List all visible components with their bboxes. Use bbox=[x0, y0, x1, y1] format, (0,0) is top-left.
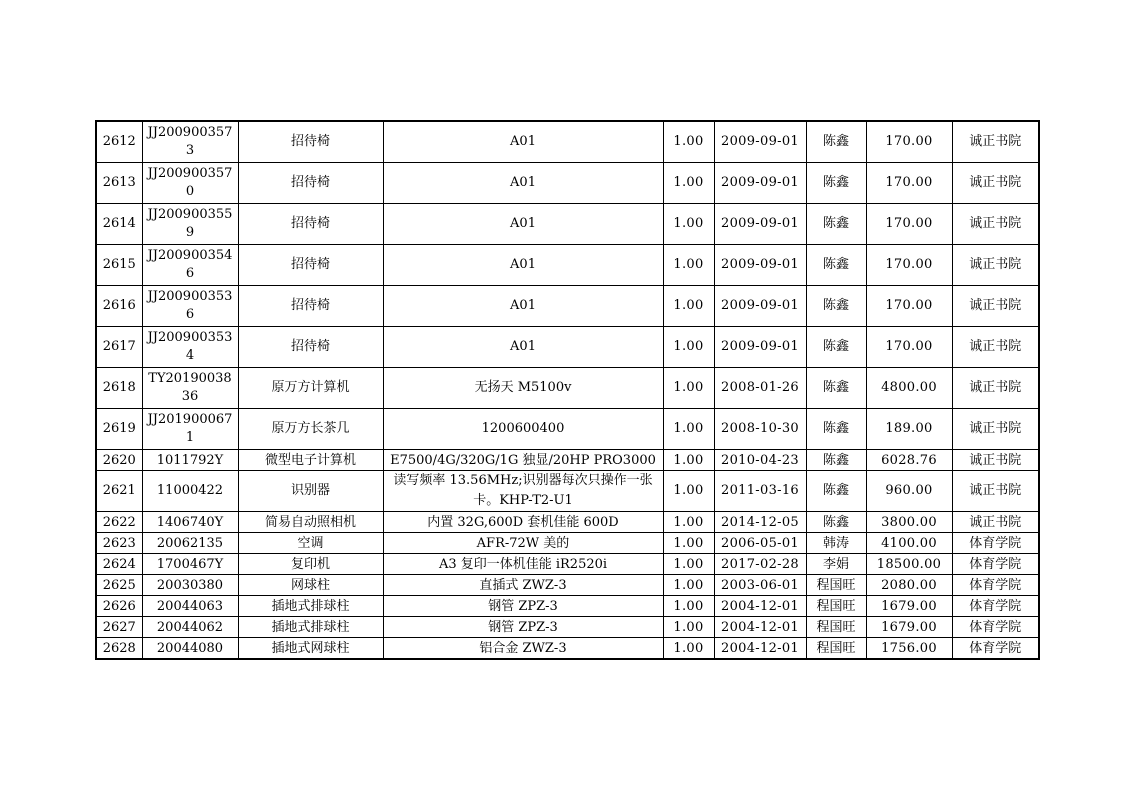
department-cell: 诚正书院 bbox=[952, 163, 1039, 204]
purchase-date-cell: 2011-03-16 bbox=[714, 471, 806, 512]
custodian-cell: 陈鑫 bbox=[806, 409, 866, 450]
custodian-cell: 陈鑫 bbox=[806, 368, 866, 409]
seq-cell: 2612 bbox=[96, 121, 142, 163]
asset-code-cell: 11000422 bbox=[142, 471, 238, 512]
asset-name-cell: 插地式排球柱 bbox=[238, 617, 383, 638]
purchase-date-cell: 2017-02-28 bbox=[714, 554, 806, 575]
quantity-cell: 1.00 bbox=[663, 471, 714, 512]
custodian-cell: 陈鑫 bbox=[806, 245, 866, 286]
purchase-date-cell: 2004-12-01 bbox=[714, 617, 806, 638]
department-cell: 诚正书院 bbox=[952, 450, 1039, 471]
purchase-date-cell: 2009-09-01 bbox=[714, 286, 806, 327]
table-row bbox=[96, 471, 1039, 512]
department-cell: 诚正书院 bbox=[952, 471, 1039, 512]
seq-cell: 2620 bbox=[96, 450, 142, 471]
purchase-date-cell: 2008-01-26 bbox=[714, 368, 806, 409]
department-cell: 诚正书院 bbox=[952, 245, 1039, 286]
asset-code-cell: 20062135 bbox=[142, 533, 238, 554]
purchase-date-cell: 2009-09-01 bbox=[714, 245, 806, 286]
asset-name-cell: 微型电子计算机 bbox=[238, 450, 383, 471]
price-cell: 170.00 bbox=[866, 121, 952, 163]
seq-cell: 2627 bbox=[96, 617, 142, 638]
price-cell: 170.00 bbox=[866, 204, 952, 245]
price-cell: 960.00 bbox=[866, 471, 952, 512]
seq-cell: 2622 bbox=[96, 512, 142, 533]
asset-name-cell: 识别器 bbox=[238, 471, 383, 512]
purchase-date-cell: 2003-06-01 bbox=[714, 575, 806, 596]
model-spec-cell: A01 bbox=[383, 121, 663, 163]
quantity-cell: 1.00 bbox=[663, 327, 714, 368]
purchase-date-cell: 2009-09-01 bbox=[714, 327, 806, 368]
table-row bbox=[96, 368, 1039, 409]
asset-code-cell: 20044062 bbox=[142, 617, 238, 638]
department-cell: 诚正书院 bbox=[952, 409, 1039, 450]
purchase-date-cell: 2010-04-23 bbox=[714, 450, 806, 471]
quantity-cell: 1.00 bbox=[663, 368, 714, 409]
department-cell: 体育学院 bbox=[952, 596, 1039, 617]
seq-cell: 2615 bbox=[96, 245, 142, 286]
model-spec-cell: A01 bbox=[383, 245, 663, 286]
quantity-cell: 1.00 bbox=[663, 512, 714, 533]
asset-name-cell: 招待椅 bbox=[238, 121, 383, 163]
quantity-cell: 1.00 bbox=[663, 638, 714, 660]
department-cell: 诚正书院 bbox=[952, 512, 1039, 533]
purchase-date-cell: 2004-12-01 bbox=[714, 596, 806, 617]
price-cell: 3800.00 bbox=[866, 512, 952, 533]
asset-name-cell: 招待椅 bbox=[238, 245, 383, 286]
department-cell: 体育学院 bbox=[952, 638, 1039, 660]
purchase-date-cell: 2009-09-01 bbox=[714, 163, 806, 204]
purchase-date-cell: 2008-10-30 bbox=[714, 409, 806, 450]
price-cell: 4800.00 bbox=[866, 368, 952, 409]
asset-code-cell: JJ2009003534 bbox=[142, 327, 238, 368]
asset-name-cell: 简易自动照相机 bbox=[238, 512, 383, 533]
department-cell: 体育学院 bbox=[952, 554, 1039, 575]
model-spec-cell: A01 bbox=[383, 204, 663, 245]
asset-code-cell: JJ2009003536 bbox=[142, 286, 238, 327]
price-cell: 6028.76 bbox=[866, 450, 952, 471]
table-row bbox=[96, 575, 1039, 596]
asset-name-cell: 复印机 bbox=[238, 554, 383, 575]
asset-code-cell: JJ2009003546 bbox=[142, 245, 238, 286]
asset-code-cell: JJ2009003570 bbox=[142, 163, 238, 204]
department-cell: 诚正书院 bbox=[952, 368, 1039, 409]
asset-name-cell: 招待椅 bbox=[238, 204, 383, 245]
price-cell: 4100.00 bbox=[866, 533, 952, 554]
quantity-cell: 1.00 bbox=[663, 204, 714, 245]
custodian-cell: 程国旺 bbox=[806, 638, 866, 660]
model-spec-cell: E7500/4G/320G/1G 独显/20HP PRO3000 bbox=[383, 450, 663, 471]
table-row bbox=[96, 204, 1039, 245]
department-cell: 诚正书院 bbox=[952, 204, 1039, 245]
model-spec-cell: 钢管 ZPZ-3 bbox=[383, 617, 663, 638]
asset-table-page bbox=[95, 120, 1040, 660]
table-row bbox=[96, 286, 1039, 327]
price-cell: 189.00 bbox=[866, 409, 952, 450]
asset-code-cell: JJ2019000671 bbox=[142, 409, 238, 450]
custodian-cell: 李娟 bbox=[806, 554, 866, 575]
price-cell: 170.00 bbox=[866, 245, 952, 286]
price-cell: 170.00 bbox=[866, 327, 952, 368]
seq-cell: 2628 bbox=[96, 638, 142, 660]
asset-name-cell: 插地式排球柱 bbox=[238, 596, 383, 617]
asset-name-cell: 插地式网球柱 bbox=[238, 638, 383, 660]
department-cell: 体育学院 bbox=[952, 575, 1039, 596]
department-cell: 诚正书院 bbox=[952, 121, 1039, 163]
asset-table-body bbox=[96, 121, 1039, 659]
quantity-cell: 1.00 bbox=[663, 533, 714, 554]
table-row bbox=[96, 533, 1039, 554]
seq-cell: 2625 bbox=[96, 575, 142, 596]
table-row bbox=[96, 121, 1039, 163]
asset-code-cell: 20044063 bbox=[142, 596, 238, 617]
custodian-cell: 陈鑫 bbox=[806, 327, 866, 368]
quantity-cell: 1.00 bbox=[663, 596, 714, 617]
table-row bbox=[96, 617, 1039, 638]
custodian-cell: 陈鑫 bbox=[806, 163, 866, 204]
model-spec-cell: 内置 32G,600D 套机佳能 600D bbox=[383, 512, 663, 533]
asset-name-cell: 招待椅 bbox=[238, 327, 383, 368]
custodian-cell: 陈鑫 bbox=[806, 121, 866, 163]
model-spec-cell: 无扬天 M5100v bbox=[383, 368, 663, 409]
purchase-date-cell: 2006-05-01 bbox=[714, 533, 806, 554]
department-cell: 体育学院 bbox=[952, 617, 1039, 638]
seq-cell: 2613 bbox=[96, 163, 142, 204]
model-spec-cell: A01 bbox=[383, 163, 663, 204]
quantity-cell: 1.00 bbox=[663, 121, 714, 163]
seq-cell: 2624 bbox=[96, 554, 142, 575]
asset-name-cell: 原万方长茶几 bbox=[238, 409, 383, 450]
price-cell: 2080.00 bbox=[866, 575, 952, 596]
table-row bbox=[96, 327, 1039, 368]
table-row bbox=[96, 638, 1039, 660]
asset-code-cell: 1700467Y bbox=[142, 554, 238, 575]
model-spec-cell: A01 bbox=[383, 327, 663, 368]
asset-name-cell: 原万方计算机 bbox=[238, 368, 383, 409]
department-cell: 诚正书院 bbox=[952, 286, 1039, 327]
purchase-date-cell: 2009-09-01 bbox=[714, 121, 806, 163]
model-spec-cell: A3 复印一体机佳能 iR2520i bbox=[383, 554, 663, 575]
seq-cell: 2618 bbox=[96, 368, 142, 409]
purchase-date-cell: 2009-09-01 bbox=[714, 204, 806, 245]
table-row bbox=[96, 163, 1039, 204]
price-cell: 1756.00 bbox=[866, 638, 952, 660]
asset-name-cell: 网球柱 bbox=[238, 575, 383, 596]
asset-code-cell: 1011792Y bbox=[142, 450, 238, 471]
seq-cell: 2617 bbox=[96, 327, 142, 368]
price-cell: 18500.00 bbox=[866, 554, 952, 575]
table-row bbox=[96, 245, 1039, 286]
custodian-cell: 程国旺 bbox=[806, 617, 866, 638]
quantity-cell: 1.00 bbox=[663, 554, 714, 575]
custodian-cell: 陈鑫 bbox=[806, 471, 866, 512]
custodian-cell: 程国旺 bbox=[806, 575, 866, 596]
quantity-cell: 1.00 bbox=[663, 575, 714, 596]
seq-cell: 2614 bbox=[96, 204, 142, 245]
model-spec-cell: 直插式 ZWZ-3 bbox=[383, 575, 663, 596]
table-row bbox=[96, 409, 1039, 450]
model-spec-cell: 读写频率 13.56MHz;识别器每次只操作一张卡。KHP-T2-U1 bbox=[383, 471, 663, 512]
quantity-cell: 1.00 bbox=[663, 450, 714, 471]
price-cell: 170.00 bbox=[866, 286, 952, 327]
seq-cell: 2626 bbox=[96, 596, 142, 617]
model-spec-cell: A01 bbox=[383, 286, 663, 327]
asset-table bbox=[95, 120, 1040, 660]
purchase-date-cell: 2014-12-05 bbox=[714, 512, 806, 533]
asset-code-cell: JJ2009003573 bbox=[142, 121, 238, 163]
quantity-cell: 1.00 bbox=[663, 409, 714, 450]
purchase-date-cell: 2004-12-01 bbox=[714, 638, 806, 660]
department-cell: 体育学院 bbox=[952, 533, 1039, 554]
table-row bbox=[96, 512, 1039, 533]
table-row bbox=[96, 450, 1039, 471]
asset-name-cell: 招待椅 bbox=[238, 286, 383, 327]
asset-name-cell: 招待椅 bbox=[238, 163, 383, 204]
price-cell: 1679.00 bbox=[866, 617, 952, 638]
seq-cell: 2623 bbox=[96, 533, 142, 554]
asset-name-cell: 空调 bbox=[238, 533, 383, 554]
model-spec-cell: 钢管 ZPZ-3 bbox=[383, 596, 663, 617]
asset-code-cell: TY2019003836 bbox=[142, 368, 238, 409]
model-spec-cell: 1200600400 bbox=[383, 409, 663, 450]
asset-code-cell: 1406740Y bbox=[142, 512, 238, 533]
seq-cell: 2619 bbox=[96, 409, 142, 450]
custodian-cell: 陈鑫 bbox=[806, 512, 866, 533]
quantity-cell: 1.00 bbox=[663, 163, 714, 204]
custodian-cell: 陈鑫 bbox=[806, 204, 866, 245]
department-cell: 诚正书院 bbox=[952, 327, 1039, 368]
price-cell: 1679.00 bbox=[866, 596, 952, 617]
seq-cell: 2621 bbox=[96, 471, 142, 512]
quantity-cell: 1.00 bbox=[663, 617, 714, 638]
quantity-cell: 1.00 bbox=[663, 286, 714, 327]
custodian-cell: 程国旺 bbox=[806, 596, 866, 617]
custodian-cell: 韩涛 bbox=[806, 533, 866, 554]
price-cell: 170.00 bbox=[866, 163, 952, 204]
seq-cell: 2616 bbox=[96, 286, 142, 327]
asset-code-cell: JJ2009003559 bbox=[142, 204, 238, 245]
quantity-cell: 1.00 bbox=[663, 245, 714, 286]
table-row bbox=[96, 554, 1039, 575]
asset-code-cell: 20030380 bbox=[142, 575, 238, 596]
model-spec-cell: 铝合金 ZWZ-3 bbox=[383, 638, 663, 660]
asset-code-cell: 20044080 bbox=[142, 638, 238, 660]
model-spec-cell: AFR-72W 美的 bbox=[383, 533, 663, 554]
custodian-cell: 陈鑫 bbox=[806, 286, 866, 327]
table-row bbox=[96, 596, 1039, 617]
custodian-cell: 陈鑫 bbox=[806, 450, 866, 471]
